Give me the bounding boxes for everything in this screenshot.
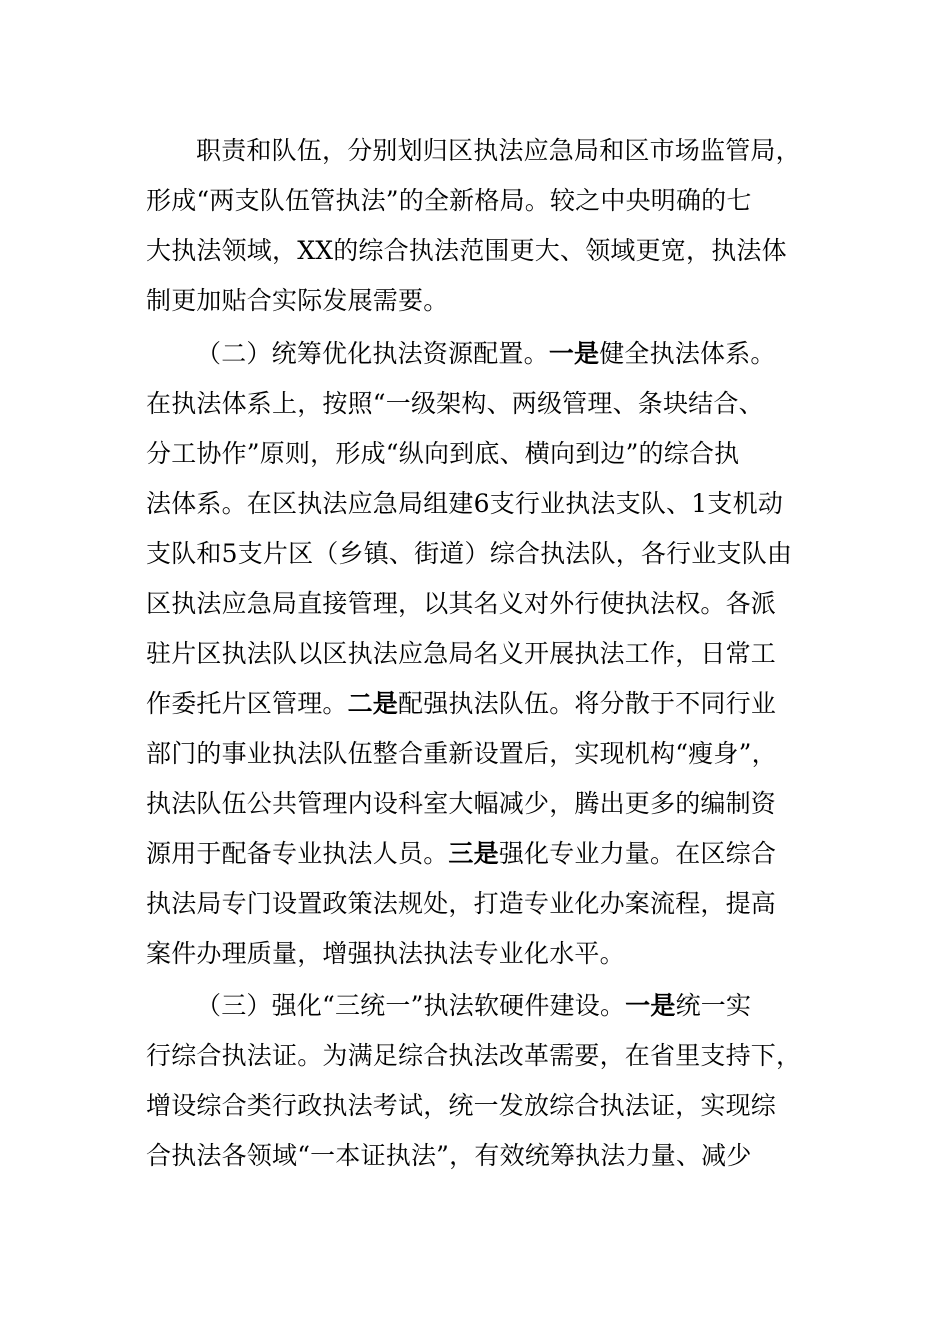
text-run: 源用于配备专业执法人员。 xyxy=(146,839,449,868)
paragraph-2-line-11 xyxy=(146,837,776,871)
paragraph-2-line-2: 在执法体系上，按照“一级架构、两级管理、条块结合、 xyxy=(146,389,764,418)
paragraph-1-line-3: 大执法领域，XX的综合执法范围更大、领域更宽，执法体 xyxy=(146,236,787,265)
emphasis-third: 三是 xyxy=(448,839,499,868)
paragraph-2-line-4: 法体系。在区执法应急局组建6支行业执法支队、1支机动 xyxy=(146,489,784,518)
section-heading-3: （三）强化“三统一”执法软硬件建设。 xyxy=(196,991,626,1020)
emphasis-second: 二是 xyxy=(347,689,399,718)
paragraph-3-line-4: 合执法各领域“一本证执法”，有效统筹执法力量、减少 xyxy=(146,1141,752,1170)
paragraph-2-line-13: 案件办理质量，增强执法执法专业化水平。 xyxy=(146,939,625,968)
section-heading-2: （二）统筹优化执法资源配置。 xyxy=(196,339,549,368)
paragraph-1-line-2: 形成“两支队伍管执法”的全新格局。较之中央明确的七 xyxy=(146,186,752,215)
text-run: 统一实 xyxy=(675,991,752,1020)
text-run: 强化专业力量。在区综合 xyxy=(498,839,777,868)
paragraph-2-line-6: 区执法应急局直接管理，以其名义对外行使执法权。各派 xyxy=(146,589,777,618)
emphasis-first: 一是 xyxy=(548,339,600,368)
text-run: 健全执法体系。 xyxy=(599,339,776,368)
paragraph-2-line-5: 支队和5支片区（乡镇、街道）综合执法队，各行业支队由 xyxy=(146,539,793,568)
paragraph-1-line-4: 制更加贴合实际发展需要。 xyxy=(146,286,449,315)
paragraph-2-line-9: 部门的事业执法队伍整合重新设置后，实现机构“瘦身”， xyxy=(146,739,777,768)
paragraph-2-line-1 xyxy=(196,337,776,371)
paragraph-3-line-3: 增设综合类行政执法考试，统一发放综合执法证，实现综 xyxy=(146,1091,777,1120)
emphasis-first: 一是 xyxy=(625,991,676,1020)
paragraph-3-line-2: 行综合执法证。为满足综合执法改革需要，在省里支持下， xyxy=(146,1041,802,1070)
paragraph-2-line-10: 执法队伍公共管理内设科室大幅减少，腾出更多的编制资 xyxy=(146,789,777,818)
paragraph-2-line-8 xyxy=(146,687,776,721)
paragraph-2-line-12: 执法局专门设置政策法规处，打造专业化办案流程，提高 xyxy=(146,889,777,918)
paragraph-3-line-1 xyxy=(196,989,751,1023)
paragraph-2-line-3: 分工协作”原则，形成“纵向到底、横向到边”的综合执 xyxy=(146,439,740,468)
paragraph-2-line-7: 驻片区执法队以区执法应急局名义开展执法工作，日常工 xyxy=(146,639,777,668)
paragraph-1-line-1: 职责和队伍，分别划归区执法应急局和区市场监管局， xyxy=(196,136,801,165)
text-run: 配强执法队伍。将分散于不同行业 xyxy=(398,689,777,718)
text-run: 作委托片区管理。 xyxy=(146,689,348,718)
